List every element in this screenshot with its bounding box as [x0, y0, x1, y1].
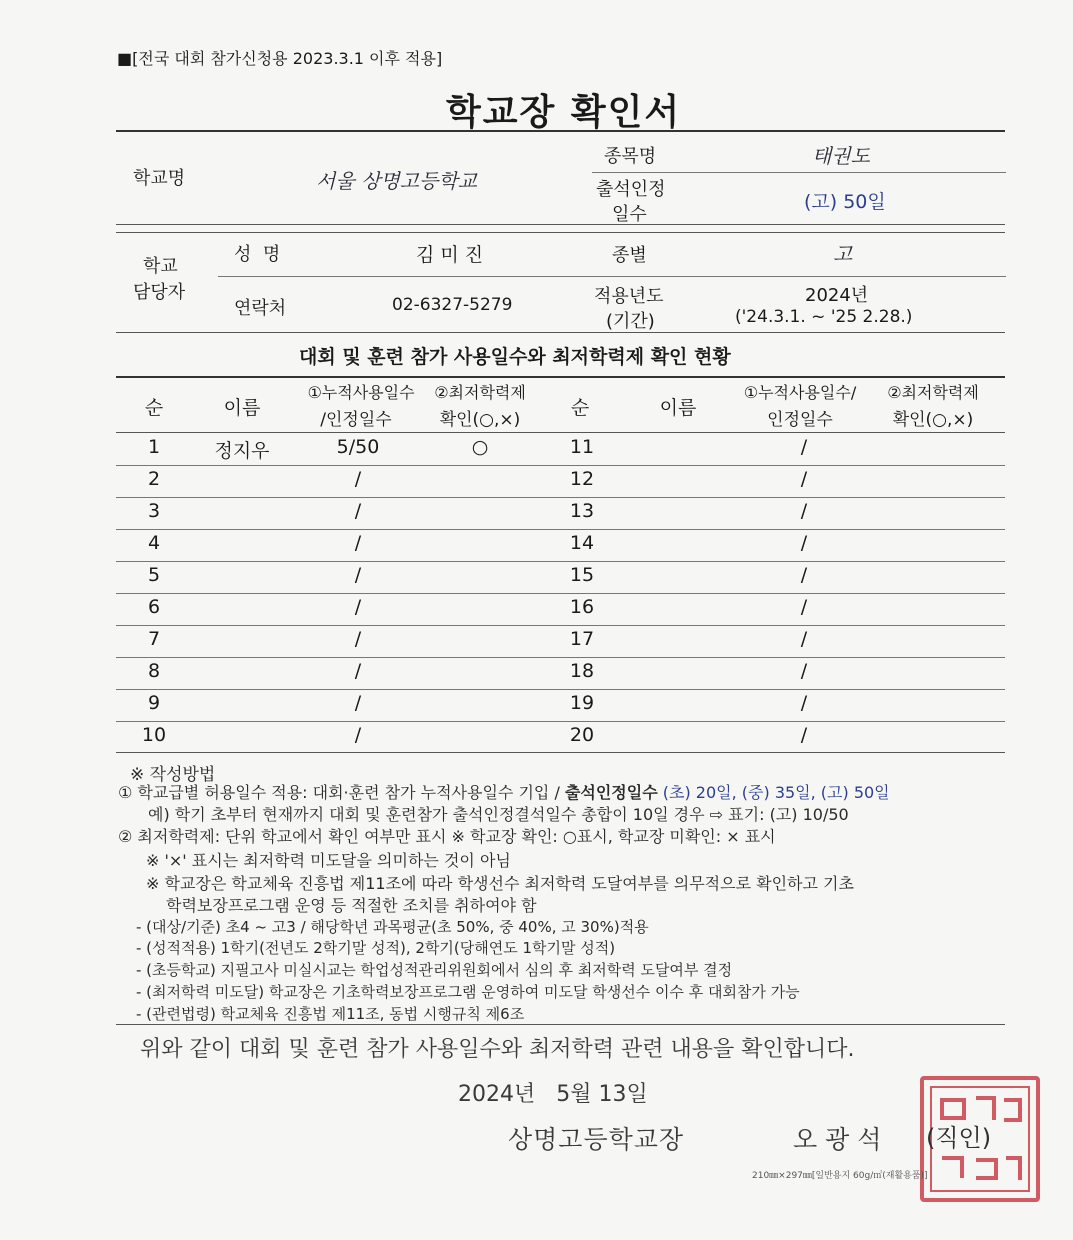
row-divider: [116, 689, 1005, 690]
row-divider: [116, 657, 1005, 658]
cell-no-right: 15: [569, 564, 595, 586]
cell-no-right: 14: [569, 532, 595, 554]
col-header-days: ①누적사용일수: [307, 383, 415, 402]
note-line-8: - (성적적용) 1학기(전년도 2학기말 성적), 2학기(당해연도 1학기말 성적): [136, 939, 616, 957]
col-header-min-2: 확인(○,×): [439, 410, 521, 430]
note-line-5: ※ 학교장은 학교체육 진흥법 제11조에 따라 학생선수 최저학력 도달여부를 의무적으로 확인하고 기초: [146, 874, 854, 893]
cell-no-right: 18: [569, 660, 595, 682]
col-header-days-right: ①누적사용일수/: [743, 383, 857, 402]
cell-no: 3: [147, 500, 161, 522]
cell-no: 4: [147, 532, 161, 554]
note-line-3: ② 최저학력제: 단위 학교에서 확인 여부만 표시 ※ 학교장 확인: ○표시, 학교장 미확인: × 표시: [118, 827, 776, 846]
col-header-min-right-2: 확인(○,×): [892, 410, 974, 430]
note-line-11: - (관련법령) 학교체육 진흥법 제11조, 동법 시행규칙 제6조: [136, 1005, 525, 1023]
cell-days-right: /: [800, 628, 808, 650]
confirm-date: 2024년 5월 13일: [458, 1082, 648, 1107]
cell-no: 9: [147, 692, 161, 714]
divider: [116, 432, 1005, 433]
cell-name: 정지우: [214, 440, 270, 462]
row-divider: [116, 465, 1005, 466]
cell-no: 8: [147, 660, 161, 682]
cell-no-right: 11: [569, 436, 595, 458]
cell-days: /: [354, 724, 362, 746]
row-divider: [116, 593, 1005, 594]
manager-label-2: 담당자: [133, 282, 186, 303]
note-line-4: ※ '×' 표시는 최저학력 미도달을 의미하는 것이 아님: [146, 851, 511, 870]
cell-days: /: [354, 500, 362, 522]
school-name-value: 서울 상명고등학교: [316, 169, 477, 193]
cell-no-right: 17: [569, 628, 595, 650]
seal-label: (직인): [926, 1124, 992, 1152]
divider: [592, 172, 1006, 173]
col-header-min-right: ②최저학력제: [887, 383, 979, 402]
form-usage-note: ■[전국 대회 참가신청용 2023.3.1 이후 적용]: [117, 49, 443, 68]
cell-days: /: [354, 660, 362, 682]
col-header-no-right: 순: [570, 397, 590, 419]
cell-days: /: [354, 692, 362, 714]
contact-value: 02-6327-5279: [392, 295, 513, 315]
note-line-1-highlight: 출석인정일수: [564, 783, 658, 802]
note-line-1-text: ① 학교급별 허용일수 적용: 대회·훈련 참가 누적사용일수 기입 /: [118, 783, 565, 802]
col-header-no: 순: [144, 397, 164, 419]
col-header-name-right: 이름: [659, 397, 697, 419]
note-line-7: - (대상/기준) 초4 ~ 고3 / 해당학년 과목평균(초 50%, 중 40%, 고 30%)적용: [136, 918, 649, 936]
col-header-days-right-2: 인정일수: [767, 410, 833, 430]
cell-no-right: 16: [569, 596, 595, 618]
sport-label: 종목명: [604, 146, 657, 167]
cell-no: 5: [147, 564, 161, 586]
cell-days: /: [354, 564, 362, 586]
row-divider: [116, 721, 1005, 722]
manager-label: 학교: [143, 256, 178, 277]
year-label: 적용년도: [594, 286, 664, 307]
cell-no-right: 19: [569, 692, 595, 714]
cell-days-right: /: [800, 596, 808, 618]
name-label: 성 명: [234, 244, 281, 265]
period-value: ('24.3.1. ~ '25 2.28.): [735, 307, 913, 327]
cell-no-right: 12: [569, 468, 595, 490]
principal-name: 오 광 석: [793, 1125, 882, 1154]
name-value: 김 미 진: [416, 244, 484, 266]
cell-no-right: 20: [569, 724, 595, 746]
row-divider: [116, 497, 1005, 498]
cell-days-right: /: [800, 500, 808, 522]
divider: [116, 376, 1005, 378]
cell-no: 1: [147, 436, 161, 458]
paper-spec-note: 210㎜×297㎜[일반용지 60g/㎡(재활용품)]: [752, 1171, 928, 1181]
divider: [116, 130, 1005, 132]
contact-label: 연락처: [234, 298, 287, 319]
col-header-name: 이름: [223, 397, 261, 419]
note-line-9: - (초등학교) 지필고사 미실시교는 학업성적관리위원회에서 심의 후 최저학력 도달여부 결정: [136, 961, 733, 979]
col-header-min: ②최저학력제: [434, 383, 526, 402]
principal-title: 상명고등학교장: [508, 1125, 685, 1154]
cell-days: /: [354, 468, 362, 490]
type-value: 고: [833, 242, 853, 266]
cell-days: 5/50: [336, 436, 380, 458]
cell-days-right: /: [800, 436, 808, 458]
cell-days-right: /: [800, 564, 808, 586]
cell-no: 2: [147, 468, 161, 490]
year-value: 2024년: [805, 285, 869, 306]
cell-no: 7: [147, 628, 161, 650]
note-line-6: 학력보장프로그램 운영 등 적절한 조치를 취하여야 함: [166, 896, 537, 915]
cell-min: ○: [471, 436, 489, 458]
cell-days-right: /: [800, 660, 808, 682]
divider: [116, 224, 1005, 225]
cell-days-right: /: [800, 692, 808, 714]
divider: [116, 332, 1005, 333]
cell-days: /: [354, 628, 362, 650]
attendance-label-2: 일수: [612, 204, 647, 225]
attendance-value: (고) 50일: [804, 191, 886, 213]
school-label: 학교명: [133, 168, 186, 189]
cell-days: /: [354, 532, 362, 554]
divider: [116, 752, 1005, 753]
row-divider: [116, 625, 1005, 626]
col-header-days-2: /인정일수: [320, 410, 392, 430]
sport-value: 태권도: [812, 144, 870, 168]
attendance-label: 출석인정: [596, 179, 666, 200]
note-line-10: - (최저학력 미도달) 학교장은 기초학력보장프로그램 운영하여 미도달 학생선수 이수 후 대회참가 가능: [136, 983, 800, 1001]
note-line-2: 예) 학기 초부터 현재까지 대회 및 훈련참가 출석인정결석일수 총합이 10일 경우 ⇨ 표기: (고) 10/50: [148, 805, 849, 824]
page-title: 학교장 확인서: [446, 92, 682, 133]
type-label: 종별: [612, 245, 647, 266]
divider: [116, 232, 1005, 233]
cell-days-right: /: [800, 532, 808, 554]
divider: [116, 1024, 1005, 1025]
note-line-1: [118, 780, 890, 803]
row-divider: [116, 561, 1005, 562]
cell-no-right: 13: [569, 500, 595, 522]
cell-no: 6: [147, 596, 161, 618]
section-title: 대회 및 훈련 참가 사용일수와 최저학력제 확인 현황: [299, 346, 731, 368]
cell-no: 10: [141, 724, 167, 746]
notes-heading: ※ 작성방법: [130, 765, 216, 785]
row-divider: [116, 529, 1005, 530]
confirm-statement: 위와 같이 대회 및 훈련 참가 사용일수와 최저학력 관련 내용을 확인합니다.: [140, 1037, 855, 1062]
cell-days-right: /: [800, 468, 808, 490]
cell-days: /: [354, 596, 362, 618]
note-line-1-days: (초) 20일, (중) 35일, (고) 50일: [657, 783, 890, 802]
year-label-2: (기간): [606, 311, 655, 332]
divider: [218, 276, 1006, 277]
cell-days-right: /: [800, 724, 808, 746]
